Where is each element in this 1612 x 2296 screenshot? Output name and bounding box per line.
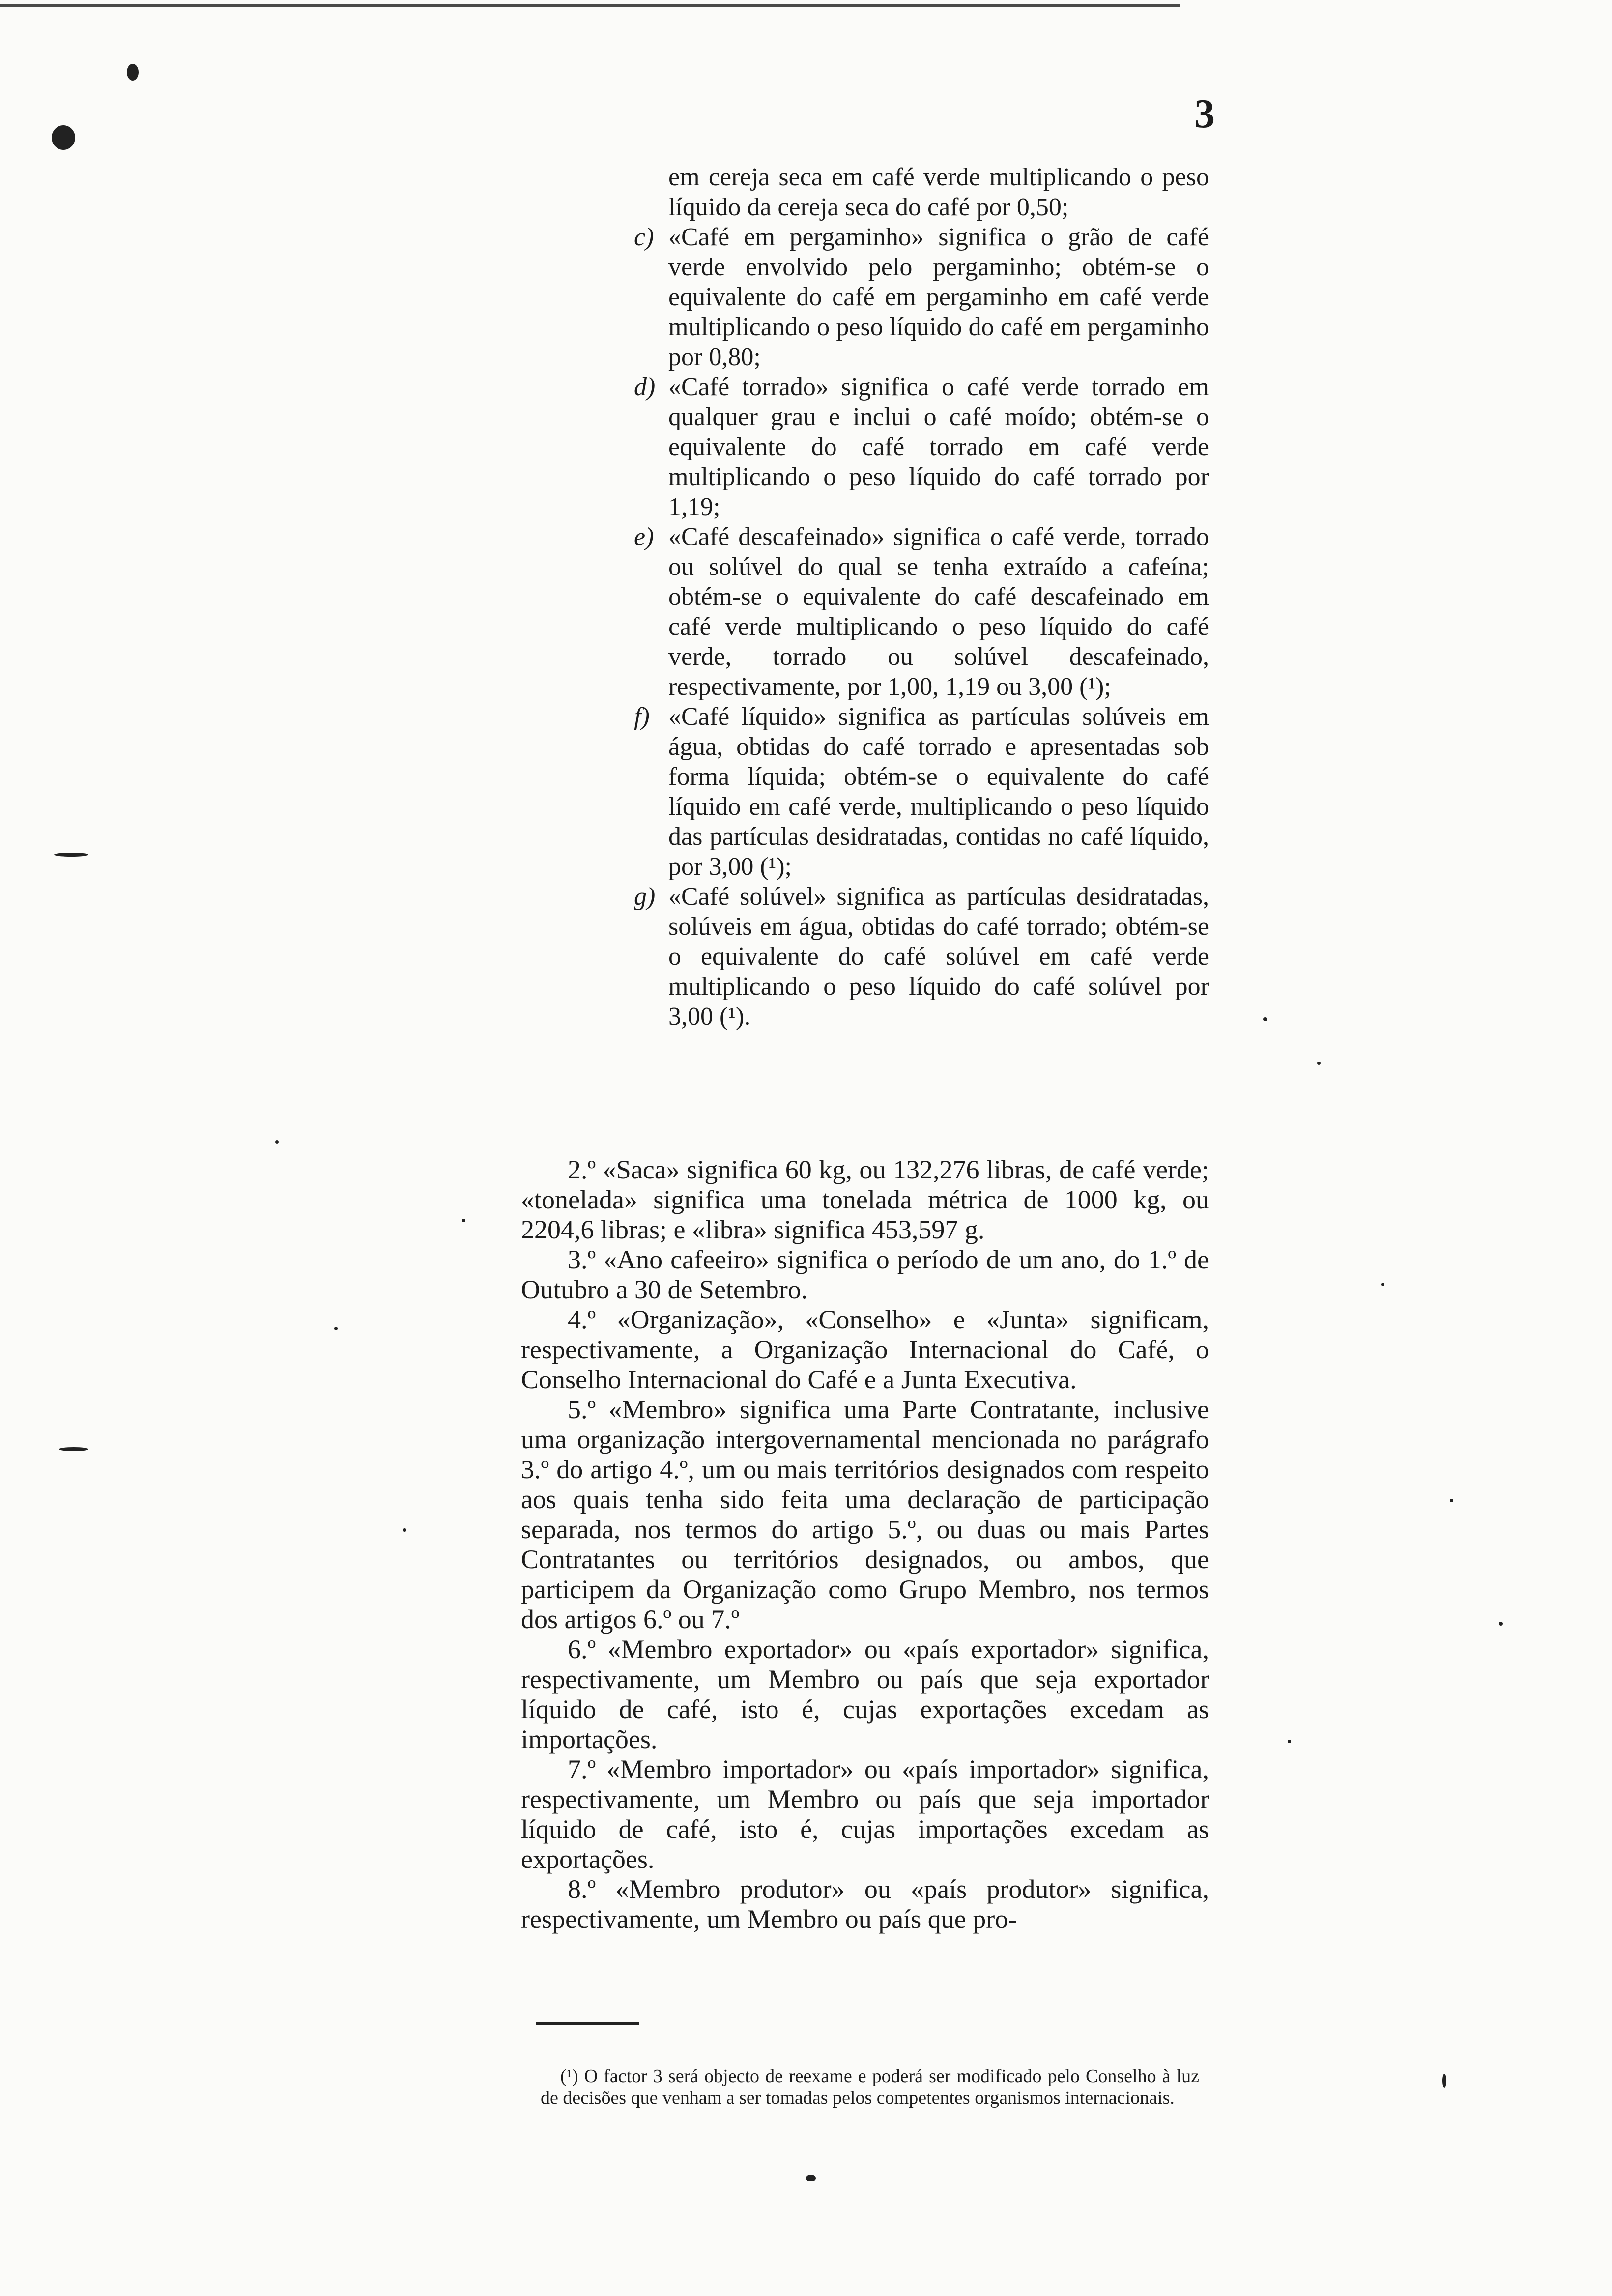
definition-letter: c)	[634, 223, 654, 251]
scan-speck	[1450, 1499, 1453, 1502]
article-paragraph-5: 5.º «Membro» significa uma Parte Contratante, inclusive uma organização intergovernamental mencionada no parágrafo 3.º do artigo 4.º, um ou mais territórios designados com respeito aos quais tenha sido feita uma declaração de participação separada, nos termos do artigo 5.º, ou duas ou mais Partes Contratantes ou territórios designados, ou ambos, que participem da Organização como Grupo Membro, nos termos dos artigos 6.º ou 7.º	[521, 1395, 1209, 1634]
scan-speck	[806, 2175, 816, 2181]
definition-item-c	[575, 222, 1209, 372]
scan-speck	[462, 1219, 465, 1222]
article-paragraph-4: 4.º «Organização», «Conselho» e «Junta» significam, respectivamente, a Organização Internacional do Café, o Conselho Internacional do Café e a Junta Executiva.	[521, 1305, 1209, 1394]
article-paragraph-6: 6.º «Membro exportador» ou «país exportador» significa, respectivamente, um Membro ou país que seja exportador líquido de café, isto é, cujas exportações excedam as importações.	[521, 1635, 1209, 1754]
scan-speck	[127, 64, 139, 81]
scan-speck	[1317, 1062, 1321, 1065]
scan-speck	[54, 853, 88, 857]
scan-speck	[1442, 2074, 1446, 2088]
definition-text: «Café solúvel» significa as partículas desidratadas, solúveis em água, obtidas do café torrado; obtém-se o equivalente do café solúvel em café verde multiplicando o peso líquido do café solúvel por 3,00 (¹).	[668, 883, 1209, 1031]
scan-speck	[1381, 1283, 1384, 1286]
definition-text: «Café em pergaminho» significa o grão de café verde envolvido pelo pergaminho; obtém-se o equivalente do café em pergaminho em café verde multiplicando o peso líquido do café em pergaminho por 0,80;	[668, 223, 1209, 371]
definitions-list	[575, 162, 1209, 1032]
definition-letter: g)	[634, 883, 656, 911]
article-paragraph-2: 2.º «Saca» significa 60 kg, ou 132,276 libras, de café verde; «tonelada» significa uma tonelada métrica de 1000 kg, ou 2204,6 libras; e «libra» significa 453,597 g.	[521, 1155, 1209, 1244]
definition-item-b-continued	[575, 162, 1209, 222]
article-paragraph-8: 8.º «Membro produtor» ou «país produtor» significa, respectivamente, um Membro ou país que pro-	[521, 1874, 1209, 1934]
top-border-rule	[0, 4, 1180, 7]
definition-text: em cereja seca em café verde multiplicando o peso líquido da cereja seca do café por 0,50;	[668, 163, 1209, 221]
scan-speck	[334, 1327, 338, 1330]
definition-item-e	[575, 522, 1209, 702]
article-paragraph-7: 7.º «Membro importador» ou «país importador» significa, respectivamente, um Membro ou país que seja importador líquido de café, isto é, cujas importações excedam as exportações.	[521, 1754, 1209, 1874]
definition-text: «Café torrado» significa o café verde torrado em qualquer grau e inclui o café moído; obtém-se o equivalente do café torrado em café verde multiplicando o peso líquido do café torrado por 1,19;	[668, 373, 1209, 521]
definition-text: «Café líquido» significa as partículas solúveis em água, obtidas do café torrado e apresentadas sob forma líquida; obtém-se o equivalente do café líquido em café verde, multiplicando o peso líquido das partículas desidratadas, contidas no café líquido, por 3,00 (¹);	[668, 703, 1209, 881]
definition-item-g	[575, 882, 1209, 1032]
definition-letter: e)	[634, 523, 654, 551]
definition-letter: f)	[634, 703, 650, 731]
scan-speck	[52, 125, 75, 150]
scan-speck	[1499, 1622, 1503, 1626]
definition-item-d	[575, 372, 1209, 522]
article-paragraph-3: 3.º «Ano cafeeiro» significa o período de um ano, do 1.º de Outubro a 30 de Setembro.	[521, 1245, 1209, 1304]
numbered-articles	[521, 1155, 1209, 1934]
scan-speck	[1288, 1740, 1291, 1743]
definition-letter: d)	[634, 373, 656, 401]
scan-speck	[403, 1528, 406, 1532]
footnote: (¹) O factor 3 será objecto de reexame e poderá ser modificado pelo Conselho à luz de decisões que venham a ser tomadas pelos competentes organismos internacionais.	[541, 2066, 1199, 2108]
footnote-separator	[536, 2022, 639, 2025]
definition-text: «Café descafeinado» significa o café verde, torrado ou solúvel do qual se tenha extraído a cafeína; obtém-se o equivalente do café descafeinado em café verde multiplicando o peso líquido do café verde, torrado ou solúvel descafeinado, respectivamente, por 1,00, 1,19 ou 3,00 (¹);	[668, 523, 1209, 701]
scan-speck	[59, 1447, 88, 1451]
scan-speck	[275, 1140, 279, 1144]
definition-item-f	[575, 702, 1209, 882]
page-number: 3	[1194, 91, 1215, 137]
scan-speck	[1263, 1017, 1267, 1021]
